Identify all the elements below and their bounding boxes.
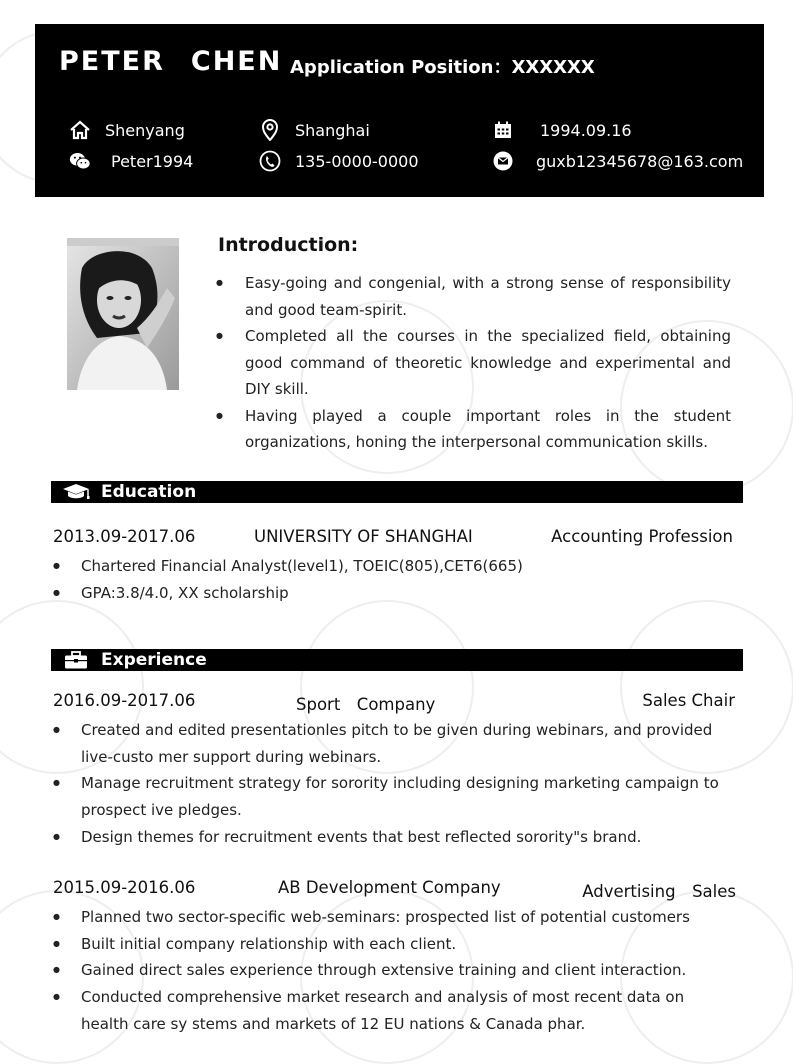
email-text: guxb12345678@163.com [536, 151, 744, 171]
experience-section-bar [51, 649, 743, 671]
education-list [53, 553, 736, 606]
job-period: 2015.09-2016.06 [53, 878, 196, 897]
list-item: ● Conducted comprehensive market research and analysis of most recent data on health care sy stems and markets of 12 EU nations & Canada phar. [53, 984, 736, 1037]
application-position: Application Position：XXXXXX [290, 57, 595, 78]
resume-header [35, 24, 764, 197]
job-period: 2016.09-2017.06 [53, 691, 196, 710]
profile-photo [67, 238, 179, 390]
phone-info [259, 150, 419, 172]
list-item: ● Built initial company relationship with each client. [53, 931, 736, 958]
hometown-text: Shenyang [105, 120, 185, 140]
list-item: ● Created and edited presentationles pitch to be given during webinars, and provided live-custo mer support during webinars. [53, 717, 736, 770]
phone-text: 135-0000-0000 [295, 151, 419, 171]
full-name [59, 46, 282, 77]
education-period: 2013.09-2017.06 [53, 527, 196, 546]
introduction-list [216, 270, 731, 456]
education-school: UNIVERSITY OF SHANGHAI [254, 527, 473, 546]
graduation-cap-icon [61, 482, 91, 502]
job-header-row [53, 691, 733, 713]
education-major: Accounting Profession [551, 527, 733, 546]
experience-title: Experience [101, 650, 207, 670]
calendar-icon [492, 119, 514, 141]
list-item: ● Planned two sector-specific web-seminars: prospected list of potential customers [53, 904, 736, 931]
last-name: CHEN [190, 46, 283, 77]
location-info [259, 119, 370, 141]
wechat-icon [69, 150, 91, 172]
birthday-info [492, 119, 632, 141]
list-item: ● Completed all the courses in the specialized field, obtaining good command of theoretic knowledge and experimental and DIY skill. [216, 323, 731, 403]
location-text: Shanghai [295, 120, 370, 140]
list-item: ● Having played a couple important roles in the student organizations, honing the interpersonal communication skills. [216, 403, 731, 456]
email-icon [492, 150, 514, 172]
home-icon [69, 119, 91, 141]
list-item: ● GPA:3.8/4.0, XX scholarship [53, 580, 736, 607]
first-name: PETER [59, 46, 165, 77]
wechat-info [69, 150, 193, 172]
job-duties-list [53, 904, 736, 1038]
list-item: ● Chartered Financial Analyst(level1), TOEIC(805),CET6(665) [53, 553, 736, 580]
education-section-bar [51, 481, 743, 503]
location-pin-icon [259, 119, 281, 141]
job-header-row [53, 878, 736, 901]
hometown-info [69, 119, 185, 141]
education-header-row [53, 527, 733, 549]
email-info [492, 150, 743, 172]
job-role: Advertising Sales [582, 882, 736, 901]
job-role: Sales Chair [642, 691, 735, 710]
introduction-title: Introduction: [218, 234, 359, 256]
phone-icon [259, 150, 281, 172]
education-title: Education [101, 482, 197, 502]
job-company: AB Development Company [278, 878, 501, 897]
briefcase-icon [61, 650, 91, 670]
list-item: ● Manage recruitment strategy for sorority including designing marketing campaign to prospect ive pledges. [53, 770, 736, 823]
wechat-text: Peter1994 [111, 151, 194, 171]
list-item: ● Easy-going and congenial, with a strong sense of responsibility and good team-spirit. [216, 270, 731, 323]
birthday-text: 1994.09.16 [540, 120, 632, 140]
job-duties-list [53, 717, 736, 851]
list-item: ● Design themes for recruitment events that best reflected sorority"s brand. [53, 824, 736, 851]
list-item: ● Gained direct sales experience through extensive training and client interaction. [53, 957, 736, 984]
job-company: Sport Company [296, 695, 436, 714]
